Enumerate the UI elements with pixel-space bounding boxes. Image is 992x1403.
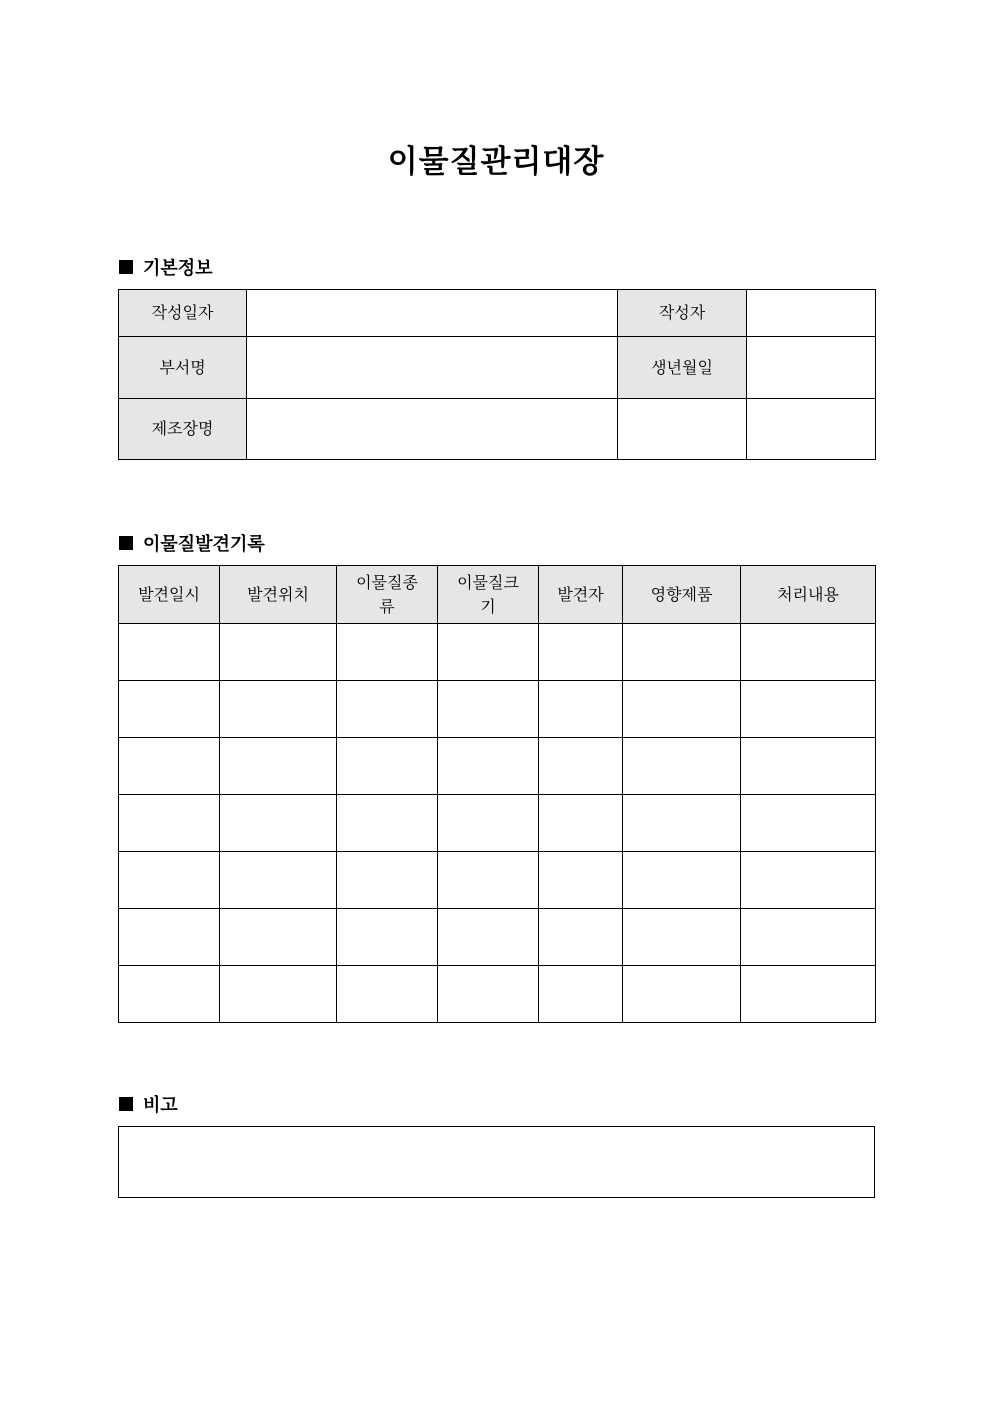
record-cell[interactable] (337, 852, 438, 909)
table-row (119, 337, 876, 399)
record-cell[interactable] (623, 738, 741, 795)
record-cell[interactable] (539, 966, 623, 1023)
table-row (119, 909, 876, 966)
square-bullet-icon (119, 1097, 133, 1111)
square-bullet-icon (119, 536, 133, 550)
record-cell[interactable] (623, 909, 741, 966)
record-cell[interactable] (741, 738, 876, 795)
section-header-basic-info (119, 254, 213, 280)
label-author: 작성자 (618, 290, 747, 337)
label-birth-date: 생년월일 (618, 337, 747, 399)
column-header: 영향제품 (623, 566, 741, 624)
record-cell[interactable] (741, 909, 876, 966)
label-factory: 제조장명 (119, 399, 247, 460)
record-cell[interactable] (220, 624, 337, 681)
record-cell[interactable] (438, 681, 539, 738)
record-cell[interactable] (119, 909, 220, 966)
record-cell[interactable] (220, 966, 337, 1023)
record-cell[interactable] (438, 795, 539, 852)
remarks-field[interactable] (118, 1126, 875, 1198)
section-header-remarks (119, 1091, 178, 1117)
section-title-remarks: 비고 (143, 1095, 178, 1116)
record-cell[interactable] (337, 966, 438, 1023)
birth-date-field[interactable] (747, 337, 876, 399)
record-cell[interactable] (623, 624, 741, 681)
column-header: 발견자 (539, 566, 623, 624)
record-cell[interactable] (220, 795, 337, 852)
column-header: 발견위치 (220, 566, 337, 624)
column-header: 발견일시 (119, 566, 220, 624)
record-cell[interactable] (623, 966, 741, 1023)
table-row (119, 399, 876, 460)
table-header-row (119, 566, 876, 624)
table-row (119, 290, 876, 337)
record-cell[interactable] (539, 909, 623, 966)
record-cell[interactable] (438, 738, 539, 795)
document-title: 이물질관리대장 (387, 144, 605, 180)
record-cell[interactable] (741, 852, 876, 909)
record-cell[interactable] (220, 909, 337, 966)
record-cell[interactable] (741, 966, 876, 1023)
author-field[interactable] (747, 290, 876, 337)
table-row (119, 795, 876, 852)
record-cell[interactable] (337, 795, 438, 852)
record-cell[interactable] (741, 624, 876, 681)
section-title-discovery-record: 이물질발견기록 (143, 534, 265, 555)
table-row (119, 624, 876, 681)
section-title-basic-info: 기본정보 (143, 258, 213, 279)
column-header: 이물질크 기 (438, 566, 539, 624)
record-cell[interactable] (539, 795, 623, 852)
record-cell[interactable] (438, 909, 539, 966)
section-header-discovery-record (119, 530, 265, 556)
table-row (119, 852, 876, 909)
blank-cell[interactable] (747, 399, 876, 460)
department-field[interactable] (247, 337, 618, 399)
record-cell[interactable] (119, 852, 220, 909)
record-cell[interactable] (539, 681, 623, 738)
column-header: 이물질종 류 (337, 566, 438, 624)
label-created-date: 작성일자 (119, 290, 247, 337)
blank-cell[interactable] (618, 399, 747, 460)
column-header: 처리내용 (741, 566, 876, 624)
record-cell[interactable] (119, 795, 220, 852)
record-cell[interactable] (539, 852, 623, 909)
record-cell[interactable] (119, 624, 220, 681)
record-cell[interactable] (741, 681, 876, 738)
record-cell[interactable] (337, 909, 438, 966)
factory-field[interactable] (247, 399, 618, 460)
label-department: 부서명 (119, 337, 247, 399)
basic-info-table (118, 289, 876, 460)
table-row (119, 681, 876, 738)
created-date-field[interactable] (247, 290, 618, 337)
record-cell[interactable] (623, 852, 741, 909)
record-cell[interactable] (119, 966, 220, 1023)
record-cell[interactable] (438, 852, 539, 909)
table-row (119, 966, 876, 1023)
discovery-record-table (118, 565, 876, 1023)
record-cell[interactable] (119, 681, 220, 738)
record-cell[interactable] (337, 624, 438, 681)
record-cell[interactable] (438, 966, 539, 1023)
record-cell[interactable] (220, 681, 337, 738)
record-cell[interactable] (337, 681, 438, 738)
record-cell[interactable] (623, 795, 741, 852)
record-cell[interactable] (539, 624, 623, 681)
record-cell[interactable] (539, 738, 623, 795)
record-cell[interactable] (623, 681, 741, 738)
record-cell[interactable] (220, 738, 337, 795)
record-cell[interactable] (337, 738, 438, 795)
record-cell[interactable] (119, 738, 220, 795)
table-row (119, 738, 876, 795)
record-cell[interactable] (438, 624, 539, 681)
record-cell[interactable] (741, 795, 876, 852)
square-bullet-icon (119, 260, 133, 274)
record-cell[interactable] (220, 852, 337, 909)
